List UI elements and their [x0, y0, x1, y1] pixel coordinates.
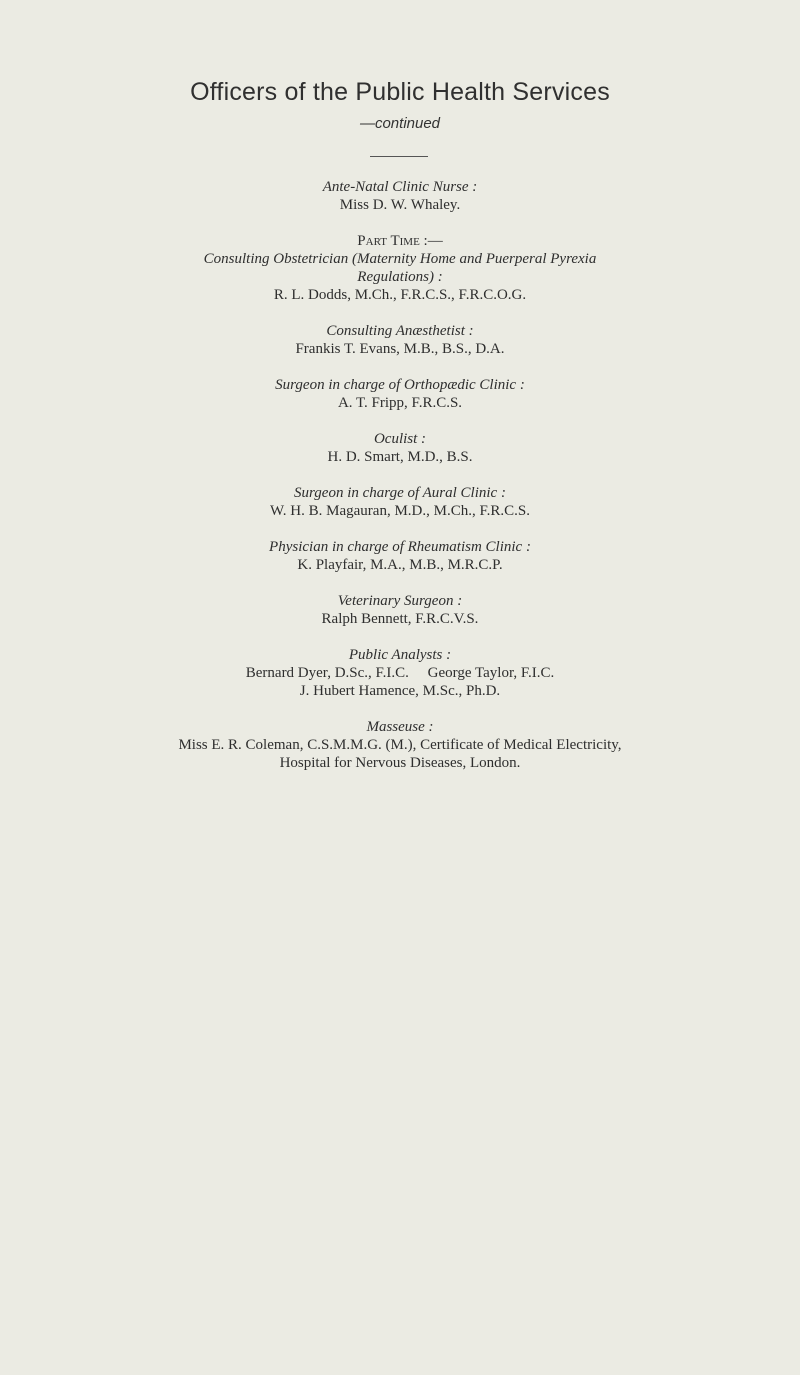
role-label: Ante-Natal Clinic Nurse : [322, 179, 478, 195]
role-label: Public Analysts : [348, 647, 452, 663]
role-label: Veterinary Surgeon : [337, 593, 463, 609]
officer-name: A. T. Fripp, F.R.C.S. [337, 395, 463, 411]
role-label: Surgeon in charge of Aural Clinic : [294, 485, 506, 501]
role-label-continued: Regulations) : [357, 269, 443, 285]
officer-name: Miss D. W. Whaley. [339, 197, 461, 213]
entry-rheumatism-physician [0, 538, 800, 574]
entry-antenatal-nurse [0, 178, 800, 214]
entry-public-analysts [0, 646, 800, 700]
officer-name: K. Playfair, M.A., M.B., M.R.C.P. [297, 557, 503, 573]
section-heading: Part Time :— [357, 233, 443, 249]
officer-name: W. H. B. Magauran, M.D., M.Ch., F.R.C.S. [270, 503, 530, 519]
role-label: Consulting Anæsthetist : [326, 323, 474, 339]
officer-name: Miss E. R. Coleman, C.S.M.M.G. (M.), Certificate of Medical Electricity, [178, 737, 622, 753]
officer-name: R. L. Dodds, M.Ch., F.R.C.S., F.R.C.O.G. [273, 287, 527, 303]
role-label: Consulting Obstetrician (Maternity Home and Puerperal Pyrexia [203, 251, 597, 267]
officer-qualification: Hospital for Nervous Diseases, London. [279, 755, 521, 771]
role-label: Surgeon in charge of Orthopædic Clinic : [275, 377, 525, 393]
entry-obstetrician [0, 250, 800, 304]
officer-name: Ralph Bennett, F.R.C.V.S. [321, 611, 479, 627]
entry-veterinary-surgeon [0, 592, 800, 628]
entry-anaesthetist [0, 322, 800, 358]
role-label: Oculist : [373, 431, 427, 447]
page-title: Officers of the Public Health Services [190, 78, 610, 106]
entry-orthopaedic-surgeon [0, 376, 800, 412]
entry-aural-surgeon [0, 484, 800, 520]
entry-part-time [0, 232, 800, 250]
role-label: Physician in charge of Rheumatism Clinic : [269, 539, 531, 555]
page-subtitle: —continued [359, 115, 441, 132]
officer-list [0, 178, 800, 772]
officer-name: Frankis T. Evans, M.B., B.S., D.A. [295, 341, 505, 357]
officer-name: H. D. Smart, M.D., B.S. [327, 449, 473, 465]
divider-rule [370, 156, 428, 157]
officer-names: Bernard Dyer, D.Sc., F.I.C. George Taylor, F.I.C. [245, 665, 555, 681]
role-label: Masseuse : [366, 719, 434, 735]
entry-oculist [0, 430, 800, 466]
entry-masseuse [0, 718, 800, 772]
officer-name: J. Hubert Hamence, M.Sc., Ph.D. [299, 683, 501, 699]
